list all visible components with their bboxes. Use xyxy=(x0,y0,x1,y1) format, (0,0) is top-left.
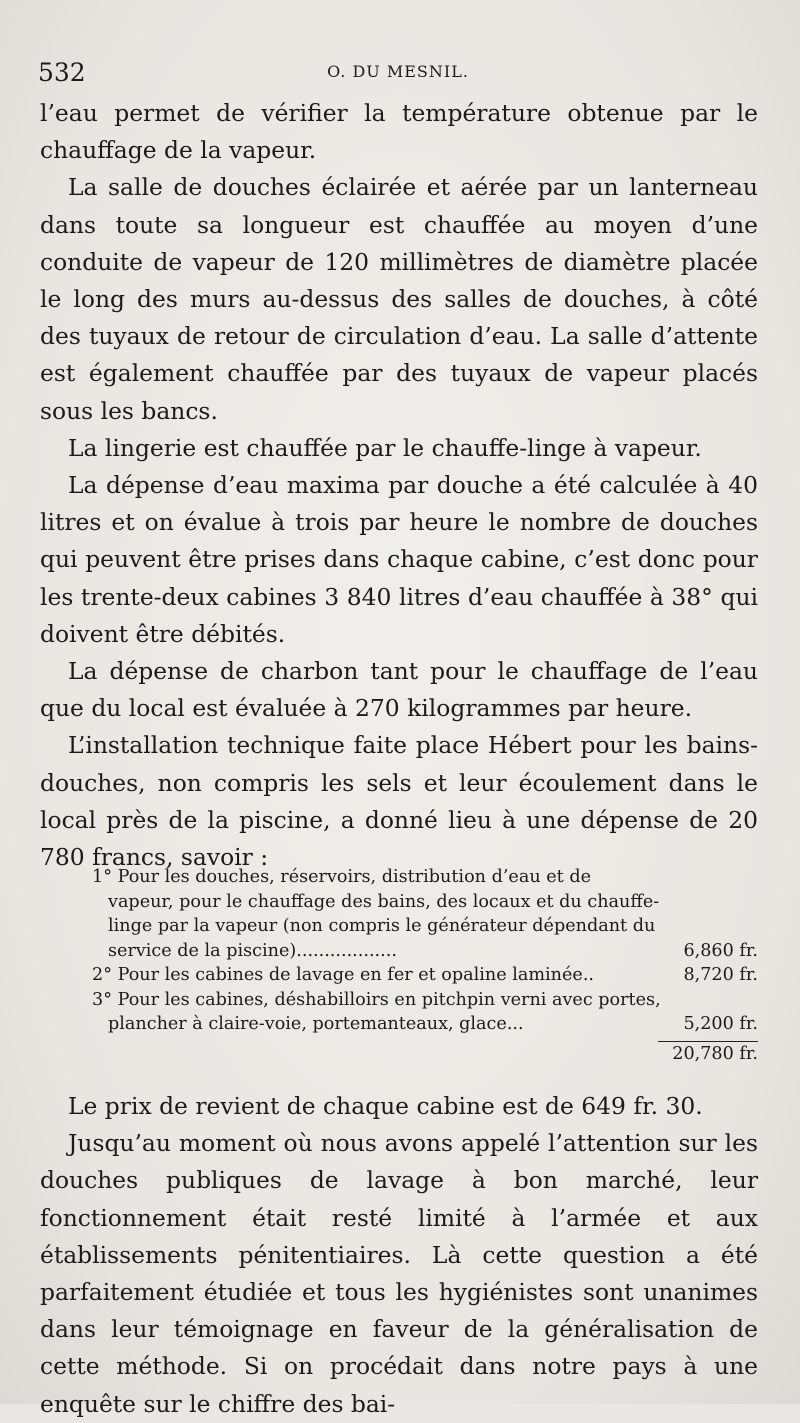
cost-item-text: 2° Pour les cabines de lavage en fer et opaline laminée.. xyxy=(92,965,595,985)
paragraph: l’eau permet de vérifier la température obtenue par le chauffage de la vapeur. xyxy=(40,99,758,165)
cost-item-text: 1° Pour les douches, réservoirs, distribution d’eau et de vapeur, pour le chauffage des bains, des locaux et du chauffe-linge par la vapeur (non compris le générateur dépendant du service de la piscine).................. xyxy=(92,867,660,961)
cost-item-amount: 6,860 fr. xyxy=(683,940,758,961)
cost-breakdown xyxy=(92,865,758,1066)
paragraph: La dépense d’eau maxima par douche a été calculée à 40 litres et on évalue à trois par heure le nombre de douches qui peuvent être prises dans chaque cabine, c’est donc pour les trente-deux cabines 3 840 litres d’eau chauffée à 38° qui doivent être débités. xyxy=(40,471,758,648)
cost-total: 20,780 fr. xyxy=(672,1043,758,1064)
cost-item xyxy=(92,963,758,988)
paragraph: La dépense de charbon tant pour le chauffage de l’eau que du local est évaluée à 270 kilogrammes par heure. xyxy=(40,657,758,723)
paragraph: L’installation technique faite place Hébert pour les bains-douches, non compris les sels et leur écoulement dans le local près de la piscine, a donné lieu à une dépense de 20 780 francs, savoir : xyxy=(40,731,758,872)
page-number: 532 xyxy=(38,58,86,87)
running-title: O. DU MESNIL. xyxy=(327,62,469,81)
cost-item-text: 3° Pour les cabines, déshabilloirs en pitchpin verni avec portes, plancher à claire-voie, portemanteaux, glace... xyxy=(92,989,661,1034)
cost-item xyxy=(92,988,758,1037)
cost-item-amount: 8,720 fr. xyxy=(683,965,758,985)
body-text-bottom xyxy=(40,1088,758,1423)
cost-item xyxy=(92,865,758,963)
cost-item-amount: 5,200 fr. xyxy=(683,1014,758,1034)
paragraph: Le prix de revient de chaque cabine est de 649 fr. 30. xyxy=(68,1092,703,1120)
paragraph: La salle de douches éclairée et aérée par un lanterneau dans toute sa longueur est chauffée au moyen d’une conduite de vapeur de 120 millimètres de diamètre placée le long des murs au-dessus des salles de douches, à côté des tuyaux de retour de circulation d’eau. La salle d’attente est également chauffée par des tuyaux de vapeur placés sous les bancs. xyxy=(40,173,758,425)
body-text-top xyxy=(40,95,758,876)
page-header xyxy=(38,58,758,88)
paragraph: La lingerie est chauffée par le chauffe-linge à vapeur. xyxy=(68,433,702,462)
paragraph: Jusqu’au moment où nous avons appelé l’attention sur les douches publiques de lavage à bon marché, leur fonctionnement était resté limité à l’armée et aux établissements pénitentiaires. Là cette question a été parfaitement étudiée et tous les hygiénistes sont unanimes dans leur témoignage en faveur de la généralisation de cette méthode. Si on procédait dans notre pays à une enquête sur le chiffre des bai- xyxy=(40,1129,758,1418)
